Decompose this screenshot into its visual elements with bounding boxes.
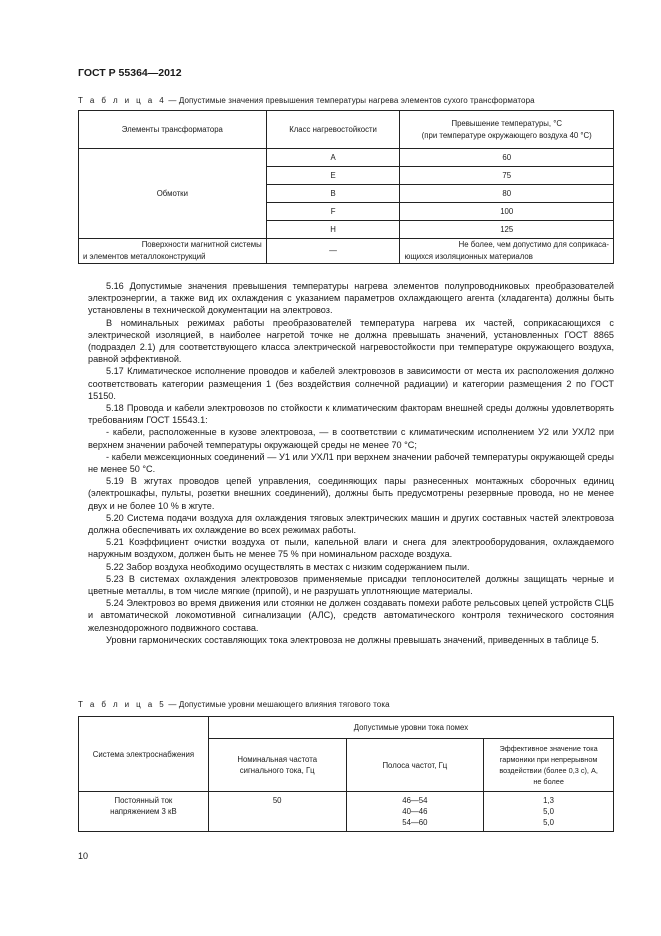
table4-header-row [79,111,614,149]
table5-sub1-line1: Номинальная частота [237,755,318,764]
table5-current: 1,3 [543,796,555,805]
table5-freq-cell: 50 [208,792,346,832]
table5-current: 5,0 [543,807,555,816]
table5-sub3-line2: гармоники при непрерывном [499,755,598,764]
table5-caption [78,700,390,709]
table5-header-row [79,717,614,739]
table4-element-line1: Поверхности магнитной системы [141,240,262,249]
paragraph-5-19: 5.19 В жгутах проводов цепей управления, соединяющих пары разнесенных монтажных сборочных единиц (электрошкафы, пульты, розетки внешних соединений), должны быть предусмотрены резервные провода, но не менее двух и не более 10 % в жгуте. [88,476,614,511]
table5-band: 40—46 [402,807,428,816]
table4-winding-cell: Обмотки [79,149,267,239]
table-row [79,792,614,832]
table-row [79,239,614,264]
page-number: 10 [78,851,89,861]
paragraph: В номинальных режимах работы преобразователей температура нагрева их частей, соприкасающихся с электрической изоляцией, в наиболее нагретой точке не должна превышать значений, установленных ГОСТ 8865 (подраздел 2.1) для соответствующего класса электрической нагревостойкости при температуре окружающего воздуха, равной эффективной. [88,317,614,365]
table-row [79,149,614,167]
table4-value-cell: 75 [400,167,614,185]
table4-value-cell: 60 [400,149,614,167]
table4-element-line2: и элементов металлоконструкций [83,252,206,261]
table4-value-cell: 125 [400,221,614,239]
table4-magnetic-element-cell [79,239,267,264]
table4 [78,110,614,264]
table4-col3-header-line1: Превышение температуры, °С [451,118,562,128]
table5-system-line1: Постоянный ток [114,796,173,805]
table4-value-cell [400,239,614,264]
table5-system-line2: напряжением 3 кВ [110,807,177,816]
table5-sub2-header: Полоса частот, Гц [346,739,484,792]
table5-current: 5,0 [543,818,555,827]
body-text [88,280,614,646]
table4-class-cell: А [266,149,400,167]
paragraph-5-21: 5.21 Коэффициент очистки воздуха от пыли, капельной влаги и снега для электрооборудования, охлаждаемого наружным воздухом, должен быть не менее 75 % при номинальном расходе воздуха. [88,537,614,560]
table5 [78,716,614,832]
paragraph-5-23: 5.23 В системах охлаждения электровозов применяемые присадки теплоносителей должны защищать черные и цветные металлы, в том числе мягкие (припой), и не разрушать уплотняющие материалы. [88,573,614,597]
table5-sub1-line2: сигнального тока, Гц [239,766,315,775]
table5-caption-label: Т а б л и ц а 5 [78,700,167,709]
paragraph-5-24: 5.24 Электровоз во время движения или стоянки не должен создавать помехи работе рельсовых цепей устройств СЦБ и автоматической локомотивной сигнализации (АЛС), средств автоматического контроля технического состояния железнодорожного подвижного состава. [88,598,614,633]
table4-col3-header-line2: (при температуре окружающего воздуха 40 °С) [421,130,592,140]
table5-group-header: Допустимые уровни тока помех [208,717,613,739]
table5-sub1-header [208,739,346,792]
list-item: - кабели, расположенные в кузове электровоза, — в соответствии с климатическим исполнением У2 или УХЛ2 при верхнем значении рабочей температуры окружающей среды не менее 70 °С; [88,427,614,450]
table4-class-cell: — [266,239,400,264]
table4-class-cell: В [266,185,400,203]
table4-class-cell: Е [266,167,400,185]
table4-value-line2: ющихся изоляционных материалов [404,252,533,261]
table5-bands-cell [346,792,484,832]
paragraph-5-22: 5.22 Забор воздуха необходимо осуществлять в местах с низким содержанием пыли. [106,561,470,572]
table5-band: 54—60 [402,818,428,827]
table5-caption-text: — Допустимые уровни мешающего влияния тягового тока [166,700,390,709]
list-item: - кабели межсекционных соединений — У1 или УХЛ1 при верхнем значении рабочей температуры окружающей среды не менее 50 °С. [88,451,614,475]
table4-value-line1: Не более, чем допустимо для соприкаса- [458,240,609,249]
table4-col3-header [400,111,614,149]
paragraph-5-18: 5.18 Провода и кабели электровозов по стойкости к климатическим факторам внешней среды должны удовлетворять требованиям ГОСТ 15543.1: [88,403,614,426]
table5-system-cell [79,792,209,832]
table5-currents-cell [484,792,614,832]
table5-sub3-line3: воздействии (более 0,3 с), А, [499,766,598,775]
table4-value-cell: 80 [400,185,614,203]
table5-sub3-line1: Эффективное значение тока [499,744,598,753]
table4-caption-text: — Допустимые значения превышения температуры нагрева элементов сухого трансформатора [166,96,535,105]
table4-caption-label: Т а б л и ц а 4 [78,96,167,105]
paragraph: Уровни гармонических составляющих тока электровоза не должны превышать значений, приведенных в таблице 5. [106,634,599,645]
table4-col2-header: Класс нагревостойкости [266,111,400,149]
table4-col1-header: Элементы трансформатора [79,111,267,149]
paragraph-5-20: 5.20 Система подачи воздуха для охлаждения тяговых электрических машин и других составных частей электровоза должна обеспечивать их охлаждение во всех режимах работы. [88,512,614,536]
table4-value-cell: 100 [400,203,614,221]
paragraph-5-16: 5.16 Допустимые значения превышения температуры нагрева элементов полупроводниковых преобразователей электроэнергии, а также вид их охлаждения с указанием параметров охлаждающего агента (хладагента) должны быть установлены в технической документации на электровоз. [88,281,614,316]
table4-class-cell: Н [266,221,400,239]
paragraph-5-17: 5.17 Климатическое исполнение проводов и кабелей электровозов в зависимости от места их расположения должно соответствовать категории размещения 1 (без воздействия солнечной радиации) и категории размещения 2 по ГОСТ 15150. [88,366,614,401]
table5-sub3-header [484,739,614,792]
table4-caption [78,96,535,105]
table5-col1-header: Система электроснабжения [79,717,209,792]
table5-band: 46—54 [402,796,428,805]
table4-class-cell: F [266,203,400,221]
standard-header: ГОСТ Р 55364—2012 [78,67,182,79]
table5-sub3-line4: не более [533,777,564,786]
